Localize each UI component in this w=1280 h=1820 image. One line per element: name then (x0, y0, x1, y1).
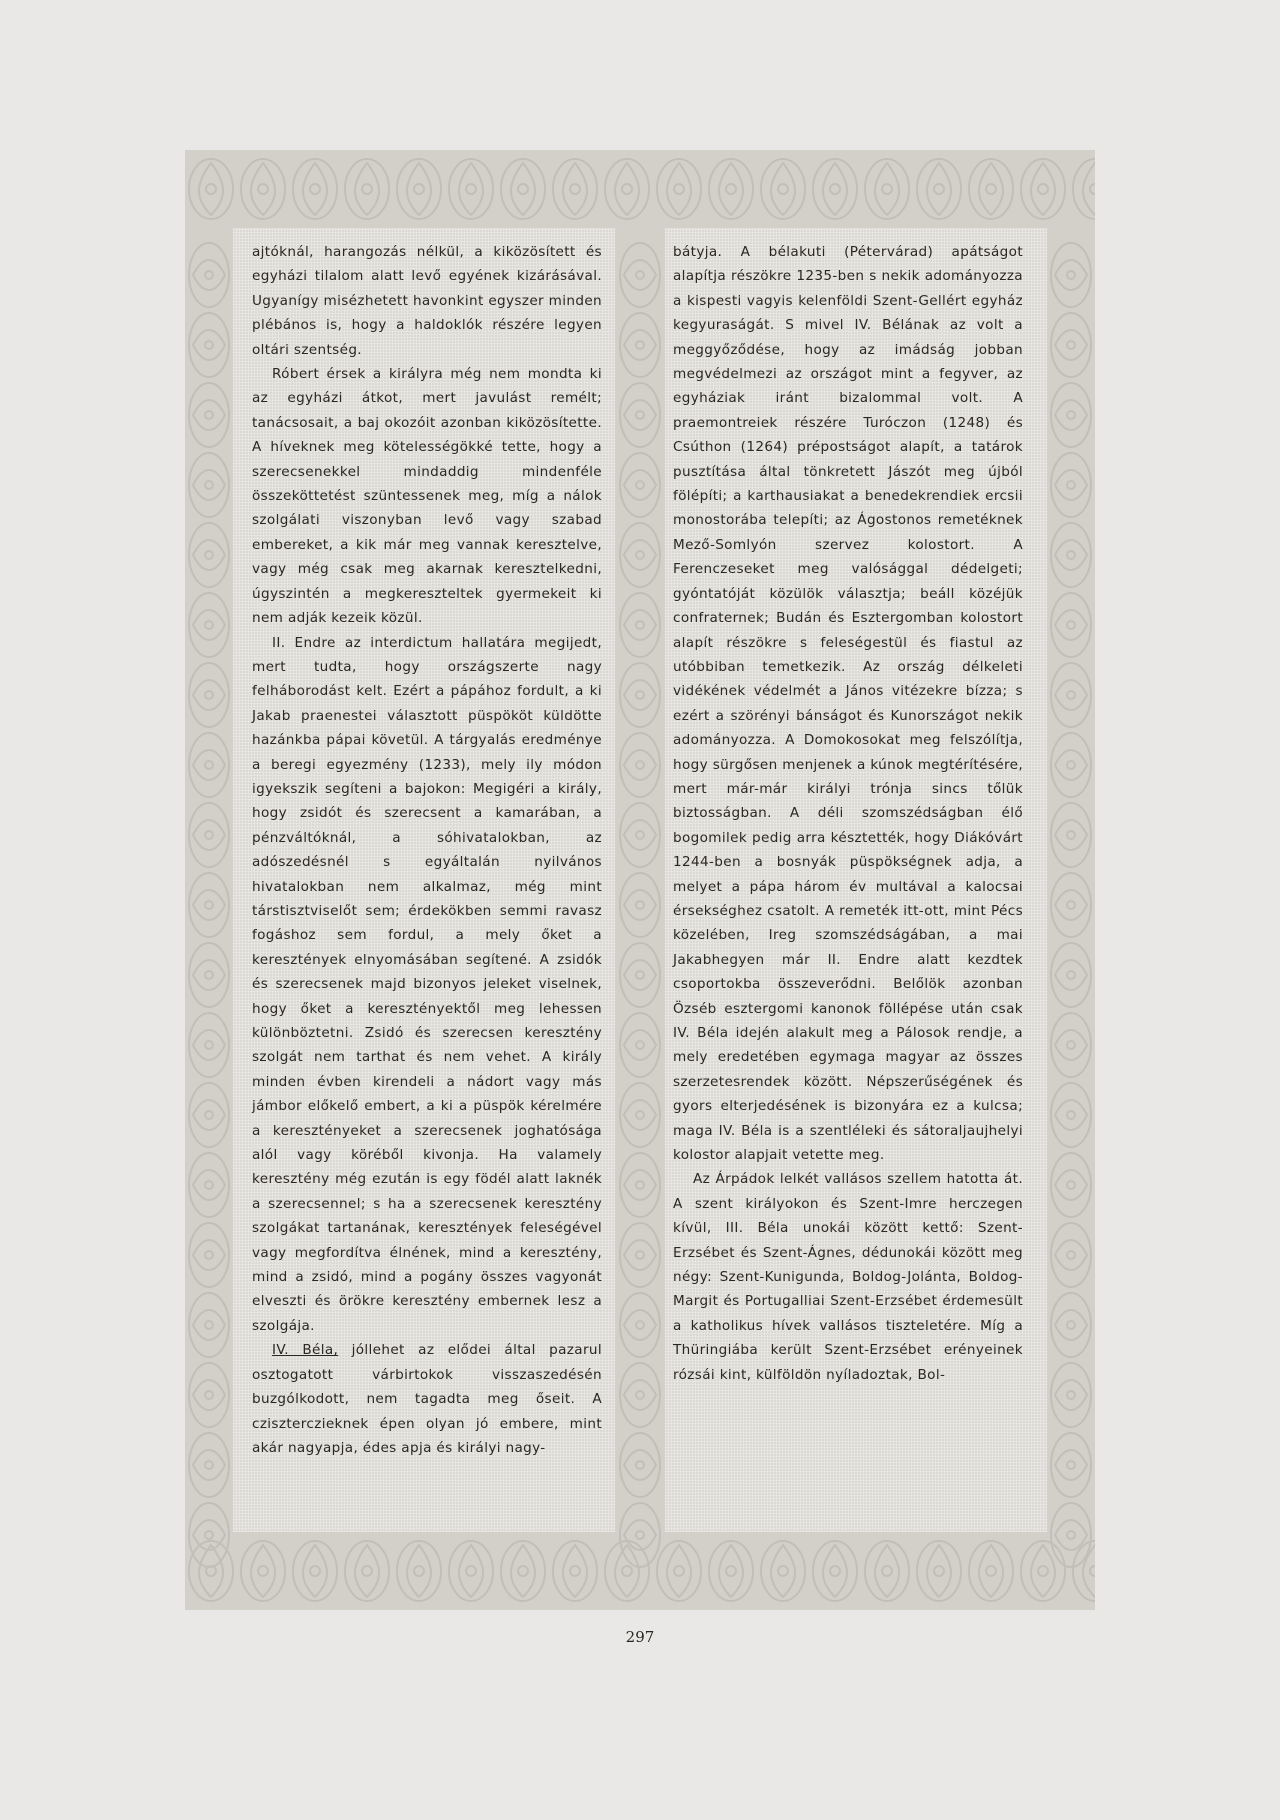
paragraph: bátyja. A bélakuti (Pétervárad) apátságot alapítja részökre 1235-ben s nekik adományozza a kispesti vagyis kelenföldi Szent-Gellért egyház kegyuraságát. S mivel IV. Bélának az volt a meggyőződése, hogy az imádság jobban megvédelmezi az országot mint a fegyver, az egyháziak iránt bizalommal volt. A praemontreiek részére Turóczon (1248) és Csúthon (1264) prépostságot alapít, a tatárok pusztítása által tönkretett Jászót meg újból fölépíti; a karthausiakat a benedekrendiek ercsii monostorába telepíti; az Ágostonos remetéknek Mező-Somlyón szervez kolostort. A Ferenczeseket meg valósággal dédelgeti; gyóntatóját közülök választja; beáll közéjük confraternek; Budán és Esztergomban kolostort alapít részökre s feleségestül és fiastul az utóbbiban temetkezik. Az ország délkeleti vidékének védelmét a János vitézekre bízza; s ezért a szörényi bánságot és Kunországot nekik adományozza. A Domokosokat meg felszólítja, hogy sürgősen menjenek a kúnok megtérítésére, mert már-már királyi trónja sincs tőlük biztosságban. A déli szomszédságban élő bogomilek pedig arra késztették, hogy Diákóvárt 1244-ben a bosnyák püspökségnek adja, a melyet a pápa három év multával a kalocsai érsekséghez csatolt. A remeték itt-ott, mint Pécs közelében, Ireg szomszédságában, a mai Jakabhegyen már II. Endre alatt kezdtek csoportokba összeverődni. Belőlök azonban Özséb esztergomi kanonok föllépése után csak IV. Béla idején alakult meg a Pálosok rendje, a mely eredetében egymaga magyar az összes szerzetesrendek között. Népszerűségének és gyors elterjedésének is bizonyára ez a kulcsa; maga IV. Béla is a szentléleki és sátoraljaujhelyi kolostor alapjait vetette meg. (673, 244, 1023, 1164)
paragraph: Az Árpádok lelkét vallásos szellem hatotta át. A szent királyokon és Szent-Imre herczegen kívül, III. Béla unokái között kettő: Szent-Erzsébet és Szent-Ágnes, dédunokái között meg négy: Szent-Kunigunda, Boldog-Jolánta, Boldog-Margit és Portugalliai Szent-Erzsébet érdemesült a katholikus hívek vallásos tiszteletére. Míg a Thüringiába került Szent-Erzsébet erényeinek rózsái kint, külföldön nyíladoztak, Bol- (673, 1171, 1023, 1383)
paragraph: II. Endre az interdictum hallatára megijedt, mert tudta, hogy országszerte nagy felháborodást kelt. Ezért a pápához fordult, a ki Jakab praenestei választott püspököt küldötte hazánkba pápai követül. A tárgyalás eredménye a beregi egyezmény (1233), mely ily módon igyekszik segíteni a bajokon: Megigéri a király, hogy zsidót és szerecsent a kamarában, a pénzváltóknál, a sóhivatalokban, az adószedésnél s egyáltalán nyilvános hivatalokban nem alkalmaz, még mint társtisztviselőt sem; érdekökben semmi ravasz fogáshoz sem fordul, a mely őket a keresztények elnyomásában segítené. A zsidók és szerecsenek majd bizonyos jeleket viselnek, hogy őket a keresztényektől meg lehessen különböztetni. Zsidó és szerecsen keresztény szolgát nem tarthat és nem vehet. A király minden évben kirendeli a nádort vagy más jámbor előkelő embert, a ki a püspök kérelmére a keresztényeket a szerecsenek joghatósága alól vagy köréből kivonja. Ha valamely keresztény még ezután is egy födél alatt laknék a szerecsennel; s ha a szerecsenek keresztény szolgákat tartanának, keresztények feleségével vagy megfordítva élnének, mind a keresztény, mind a zsidó, mind a pogány összes vagyonát elveszti és örökre keresztény embernek lesz a szolgája. (252, 634, 602, 1334)
highlighted-name: IV. Béla, (272, 1342, 339, 1359)
paragraph: ajtóknál, harangozás nélkül, a kiközösített és egyházi tilalom alatt levő egyének kizárásával. Ugyanígy misézhetett havonkint egyszer minden plébános is, hogy a haldoklók részére legyen oltári szentség. (252, 244, 602, 358)
page-number: 297 (625, 1628, 655, 1646)
paragraph (252, 1338, 602, 1460)
paragraph-text: jóllehet az elődei által pazarul osztogatott várbirtokok visszaszedésén buzgólkodott, nem tagadta meg őseit. A cziszterczieknek épen olyan jó embere, mint akár nagyapja, édes apja és királyi nagy- (252, 1342, 602, 1456)
text-column-right (673, 240, 1023, 1387)
text-column-left (252, 240, 602, 1460)
paragraph: Róbert érsek a királyra még nem mondta ki az egyházi átkot, mert javulást remélt; tanácsosait, a baj okozóit azonban kiközösítette. A híveknek meg kötelességökké tette, hogy a szerecsenekkel mindaddig mindenféle összeköttetést szüntessenek meg, míg a nálok szolgálati viszonyban levő vagy szabad embereket, a kik már meg vannak keresztelve, vagy még csak meg akarnak keresztelkedni, úgyszintén a megkereszteltek gyermekeit ki nem adják kezeik közül. (252, 366, 602, 627)
